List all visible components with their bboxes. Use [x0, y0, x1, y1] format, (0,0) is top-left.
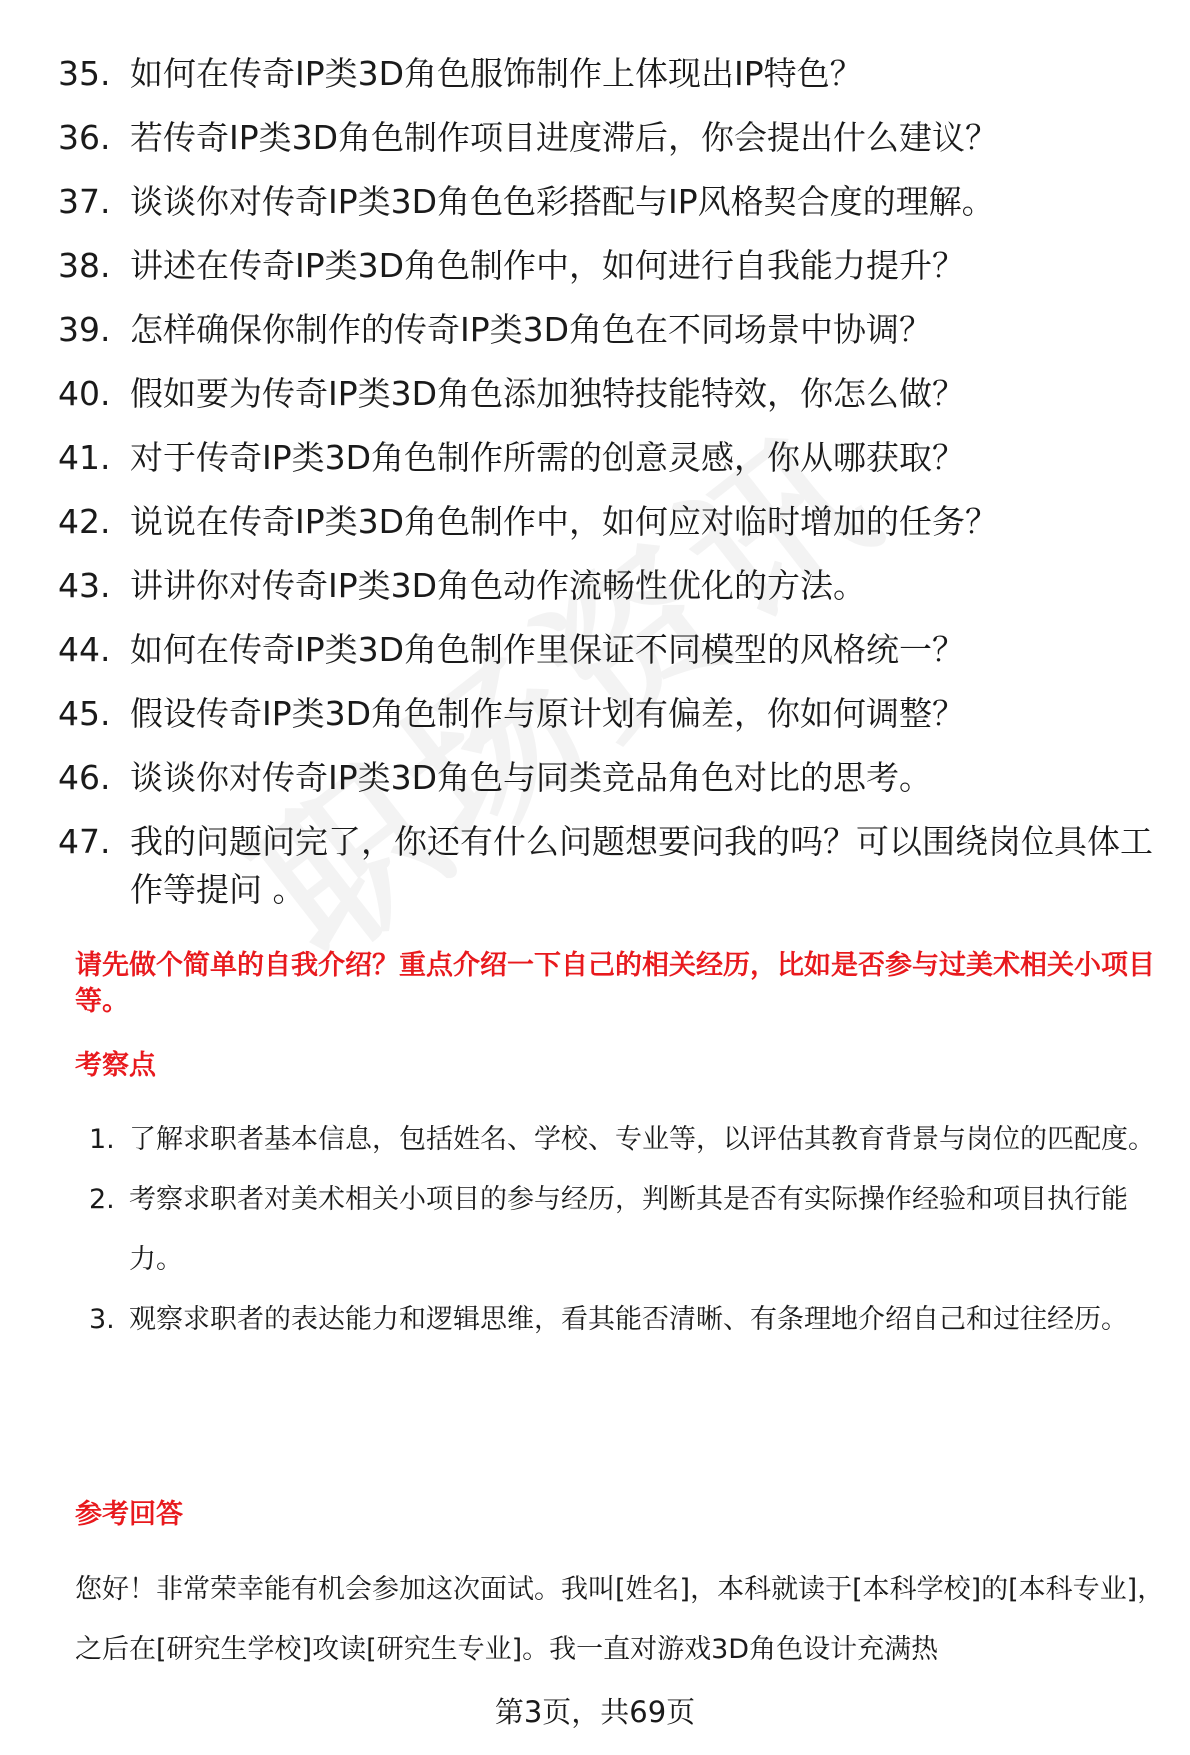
item-number: 35. [58, 54, 111, 93]
item-text: 假设传奇IP类3D角色制作与原计划有偏差，你如何调整？ [130, 694, 966, 733]
item-number: 3. [89, 1304, 115, 1335]
item-text: 如何在传奇IP类3D角色服饰制作上体现出IP特色？ [130, 54, 863, 93]
list-item [75, 1290, 1165, 1350]
item-number: 41. [58, 438, 111, 477]
item-text: 若传奇IP类3D角色制作项目进度滞后，你会提出什么建议？ [130, 118, 999, 157]
item-number: 39. [58, 310, 111, 349]
item-number: 40. [58, 374, 111, 413]
list-item [58, 50, 1168, 98]
item-text: 讲述在传奇IP类3D角色制作中，如何进行自我能力提升？ [130, 246, 966, 285]
answer-text: 您好！非常荣幸能有机会参加这次面试。我叫[姓名]，本科就读于[本科学校]的[本科专业]，之后在[研究生学校]攻读[研究生专业]。我一直对游戏3D角色设计充满热 [75, 1574, 1165, 1665]
answer-title: 参考回答 [75, 1499, 183, 1530]
item-number: 2. [89, 1184, 115, 1215]
item-text: 考察求职者对美术相关小项目的参与经历，判断其是否有实际操作经验和项目执行能力。 [129, 1184, 1128, 1275]
list-item [75, 1170, 1165, 1290]
list-item [58, 306, 1168, 354]
item-number: 47. [58, 822, 111, 861]
item-number: 43. [58, 566, 111, 605]
item-text: 观察求职者的表达能力和逻辑思维，看其能否清晰、有条理地介绍自己和过往经历。 [129, 1304, 1128, 1335]
item-number: 38. [58, 246, 111, 285]
list-item [58, 562, 1168, 610]
highlight-question: 请先做个简单的自我介绍？重点介绍一下自己的相关经历，比如是否参与过美术相关小项目等。 [75, 950, 1155, 1017]
item-text: 如何在传奇IP类3D角色制作里保证不同模型的风格统一？ [130, 630, 966, 669]
list-item [58, 370, 1168, 418]
item-number: 1. [89, 1124, 115, 1155]
item-text: 我的问题问完了，你还有什么问题想要问我的吗？可以围绕岗位具体工作等提问 。 [130, 822, 1153, 909]
list-item [58, 114, 1168, 162]
item-number: 44. [58, 630, 111, 669]
list-item [58, 690, 1168, 738]
list-item [58, 242, 1168, 290]
item-number: 42. [58, 502, 111, 541]
item-text: 讲讲你对传奇IP类3D角色动作流畅性优化的方法。 [130, 566, 867, 605]
list-item [58, 434, 1168, 482]
list-item [58, 178, 1168, 226]
item-text: 假如要为传奇IP类3D角色添加独特技能特效，你怎么做？ [130, 374, 966, 413]
list-item [58, 754, 1168, 802]
list-item [75, 1110, 1165, 1170]
item-text: 了解求职者基本信息，包括姓名、学校、专业等，以评估其教育背景与岗位的匹配度。 [129, 1124, 1155, 1155]
item-number: 45. [58, 694, 111, 733]
item-number: 37. [58, 182, 111, 221]
item-number: 46. [58, 758, 111, 797]
item-text: 谈谈你对传奇IP类3D角色与同类竞品角色对比的思考。 [130, 758, 933, 797]
item-text: 怎样确保你制作的传奇IP类3D角色在不同场景中协调？ [130, 310, 933, 349]
question-list [58, 50, 1168, 930]
item-text: 谈谈你对传奇IP类3D角色色彩搭配与IP风格契合度的理解。 [130, 182, 995, 221]
list-item [58, 626, 1168, 674]
points-title: 考察点 [75, 1050, 156, 1081]
points-list [75, 1110, 1165, 1350]
page-footer: 第3页，共69页 [494, 1695, 696, 1729]
item-text: 对于传奇IP类3D角色制作所需的创意灵感，你从哪获取？ [130, 438, 966, 477]
item-number: 36. [58, 118, 111, 157]
list-item [58, 498, 1168, 546]
list-item [58, 818, 1168, 914]
item-text: 说说在传奇IP类3D角色制作中，如何应对临时增加的任务？ [130, 502, 999, 541]
